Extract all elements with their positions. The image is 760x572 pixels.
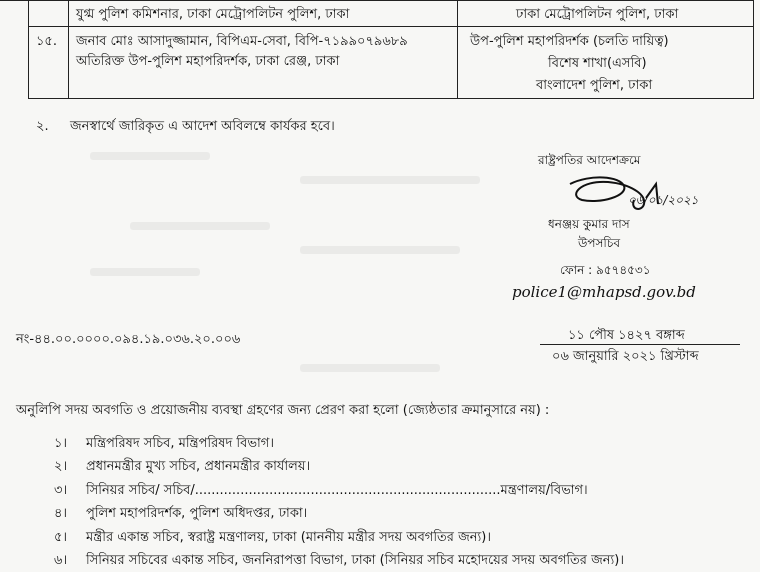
signatory-email: police1@mhapsd.gov.bd [512, 283, 696, 301]
copy-heading: অনুলিপি সদয় অবগতি ও প্রয়োজনীয় ব্যবস্থা গ্রহণের জন্য প্রেরণ করা হলো (জ্যেষ্ঠতার ক্রমানুসারে নয়) : [16, 403, 550, 418]
signatory-name: ধনঞ্জয় কুমার দাস [548, 217, 630, 231]
memo-date-english: ০৬ জানুয়ারি ২০২১ খ্রিস্টাব্দ [552, 349, 699, 364]
signature-date: ০৬/০১/২০২১ [628, 193, 699, 207]
order-line: রাষ্ট্রপতির আদেশক্রমে [538, 153, 641, 167]
copy-item-text: মন্ত্রীর একান্ত সচিব, স্বরাষ্ট্র মন্ত্রণালয়, ঢাকা (মাননীয় মন্ত্রীর সদয় অবগতির জন্য)। [86, 530, 491, 545]
table-column-divider [457, 0, 458, 99]
copy-item-text: সিনিয়র সচিব/ সচিব/..........................................................................মন্ত্রণালয়/বিভাগ। [86, 483, 588, 498]
table-prev-row-right: ঢাকা মেট্রোপলিটন পুলিশ, ঢাকা [516, 7, 679, 22]
bleed-through-mark [300, 176, 480, 184]
copy-item-number: ৬। [54, 553, 68, 568]
clause-number: ২. [36, 119, 49, 134]
date-divider [540, 344, 740, 345]
copy-item-number: ৩। [54, 483, 68, 498]
copy-item-number: ৪। [54, 506, 68, 521]
copy-item-text: মন্ত্রিপরিষদ সচিব, মন্ত্রিপরিষদ বিভাগ। [86, 436, 274, 451]
bleed-through-mark [300, 364, 440, 372]
table-prev-row-left: যুগ্ম পুলিশ কমিশনার, ঢাকা মেট্রোপলিটন পুলিশ, ঢাকা [76, 7, 350, 22]
table-row-right-line3: বাংলাদেশ পুলিশ, ঢাকা [536, 78, 653, 93]
table-serial-divider [68, 0, 69, 99]
bleed-through-mark [90, 268, 200, 276]
table-row-right-line1: উপ-পুলিশ মহাপরিদর্শক (চলতি দায়িত্ব) [470, 34, 669, 49]
table-row-right-line2: বিশেষ শাখা(এসবি) [548, 56, 647, 71]
bleed-through-mark [300, 246, 460, 254]
table-bottom-border [28, 98, 754, 99]
bleed-through-mark [90, 152, 210, 160]
table-row-left-line1: জনাব মোঃ আসাদুজ্জামান, বিপিএম-সেবা, বিপি-৭১৯৯০৭৯৬৮৯ [76, 34, 408, 49]
table-left-border [28, 0, 29, 99]
table-row-serial: ১৫. [36, 34, 58, 49]
bleed-through-mark [130, 222, 270, 230]
copy-item-text: সিনিয়র সচিবের একান্ত সচিব, জননিরাপত্তা বিভাগ, ঢাকা (সিনিয়র সচিব মহোদয়ের সদয় অবগতির জন্য)। [86, 553, 624, 568]
copy-item-text: প্রধানমন্ত্রীর মুখ্য সচিব, প্রধানমন্ত্রীর কার্যালয়। [86, 459, 311, 474]
table-row-divider [28, 26, 754, 27]
clause-text: জনস্বার্থে জারিকৃত এ আদেশ অবিলম্বে কার্যকর হবে। [70, 119, 335, 134]
table-top-border [0, 0, 754, 1]
table-right-border [753, 0, 754, 99]
signatory-designation: উপসচিব [578, 236, 621, 250]
copy-item-number: ২। [54, 459, 68, 474]
memo-number: নং-৪৪.০০.০০০০.০৯৪.১৯.০৩৬.২০.০০৬ [16, 332, 241, 347]
signatory-phone: ফোন : ৯৫৭৪৫৩১ [560, 263, 651, 277]
copy-item-number: ১। [54, 436, 68, 451]
table-row-left-line2: অতিরিক্ত উপ-পুলিশ মহাপরিদর্শক, ঢাকা রেঞ্জ, ঢাকা [76, 54, 340, 69]
copy-item-text: পুলিশ মহাপরিদর্শক, পুলিশ অধিদপ্তর, ঢাকা। [86, 506, 308, 521]
copy-item-number: ৫। [54, 530, 68, 545]
memo-date-bangla: ১১ পৌষ ১৪২৭ বঙ্গাব্দ [568, 328, 685, 343]
